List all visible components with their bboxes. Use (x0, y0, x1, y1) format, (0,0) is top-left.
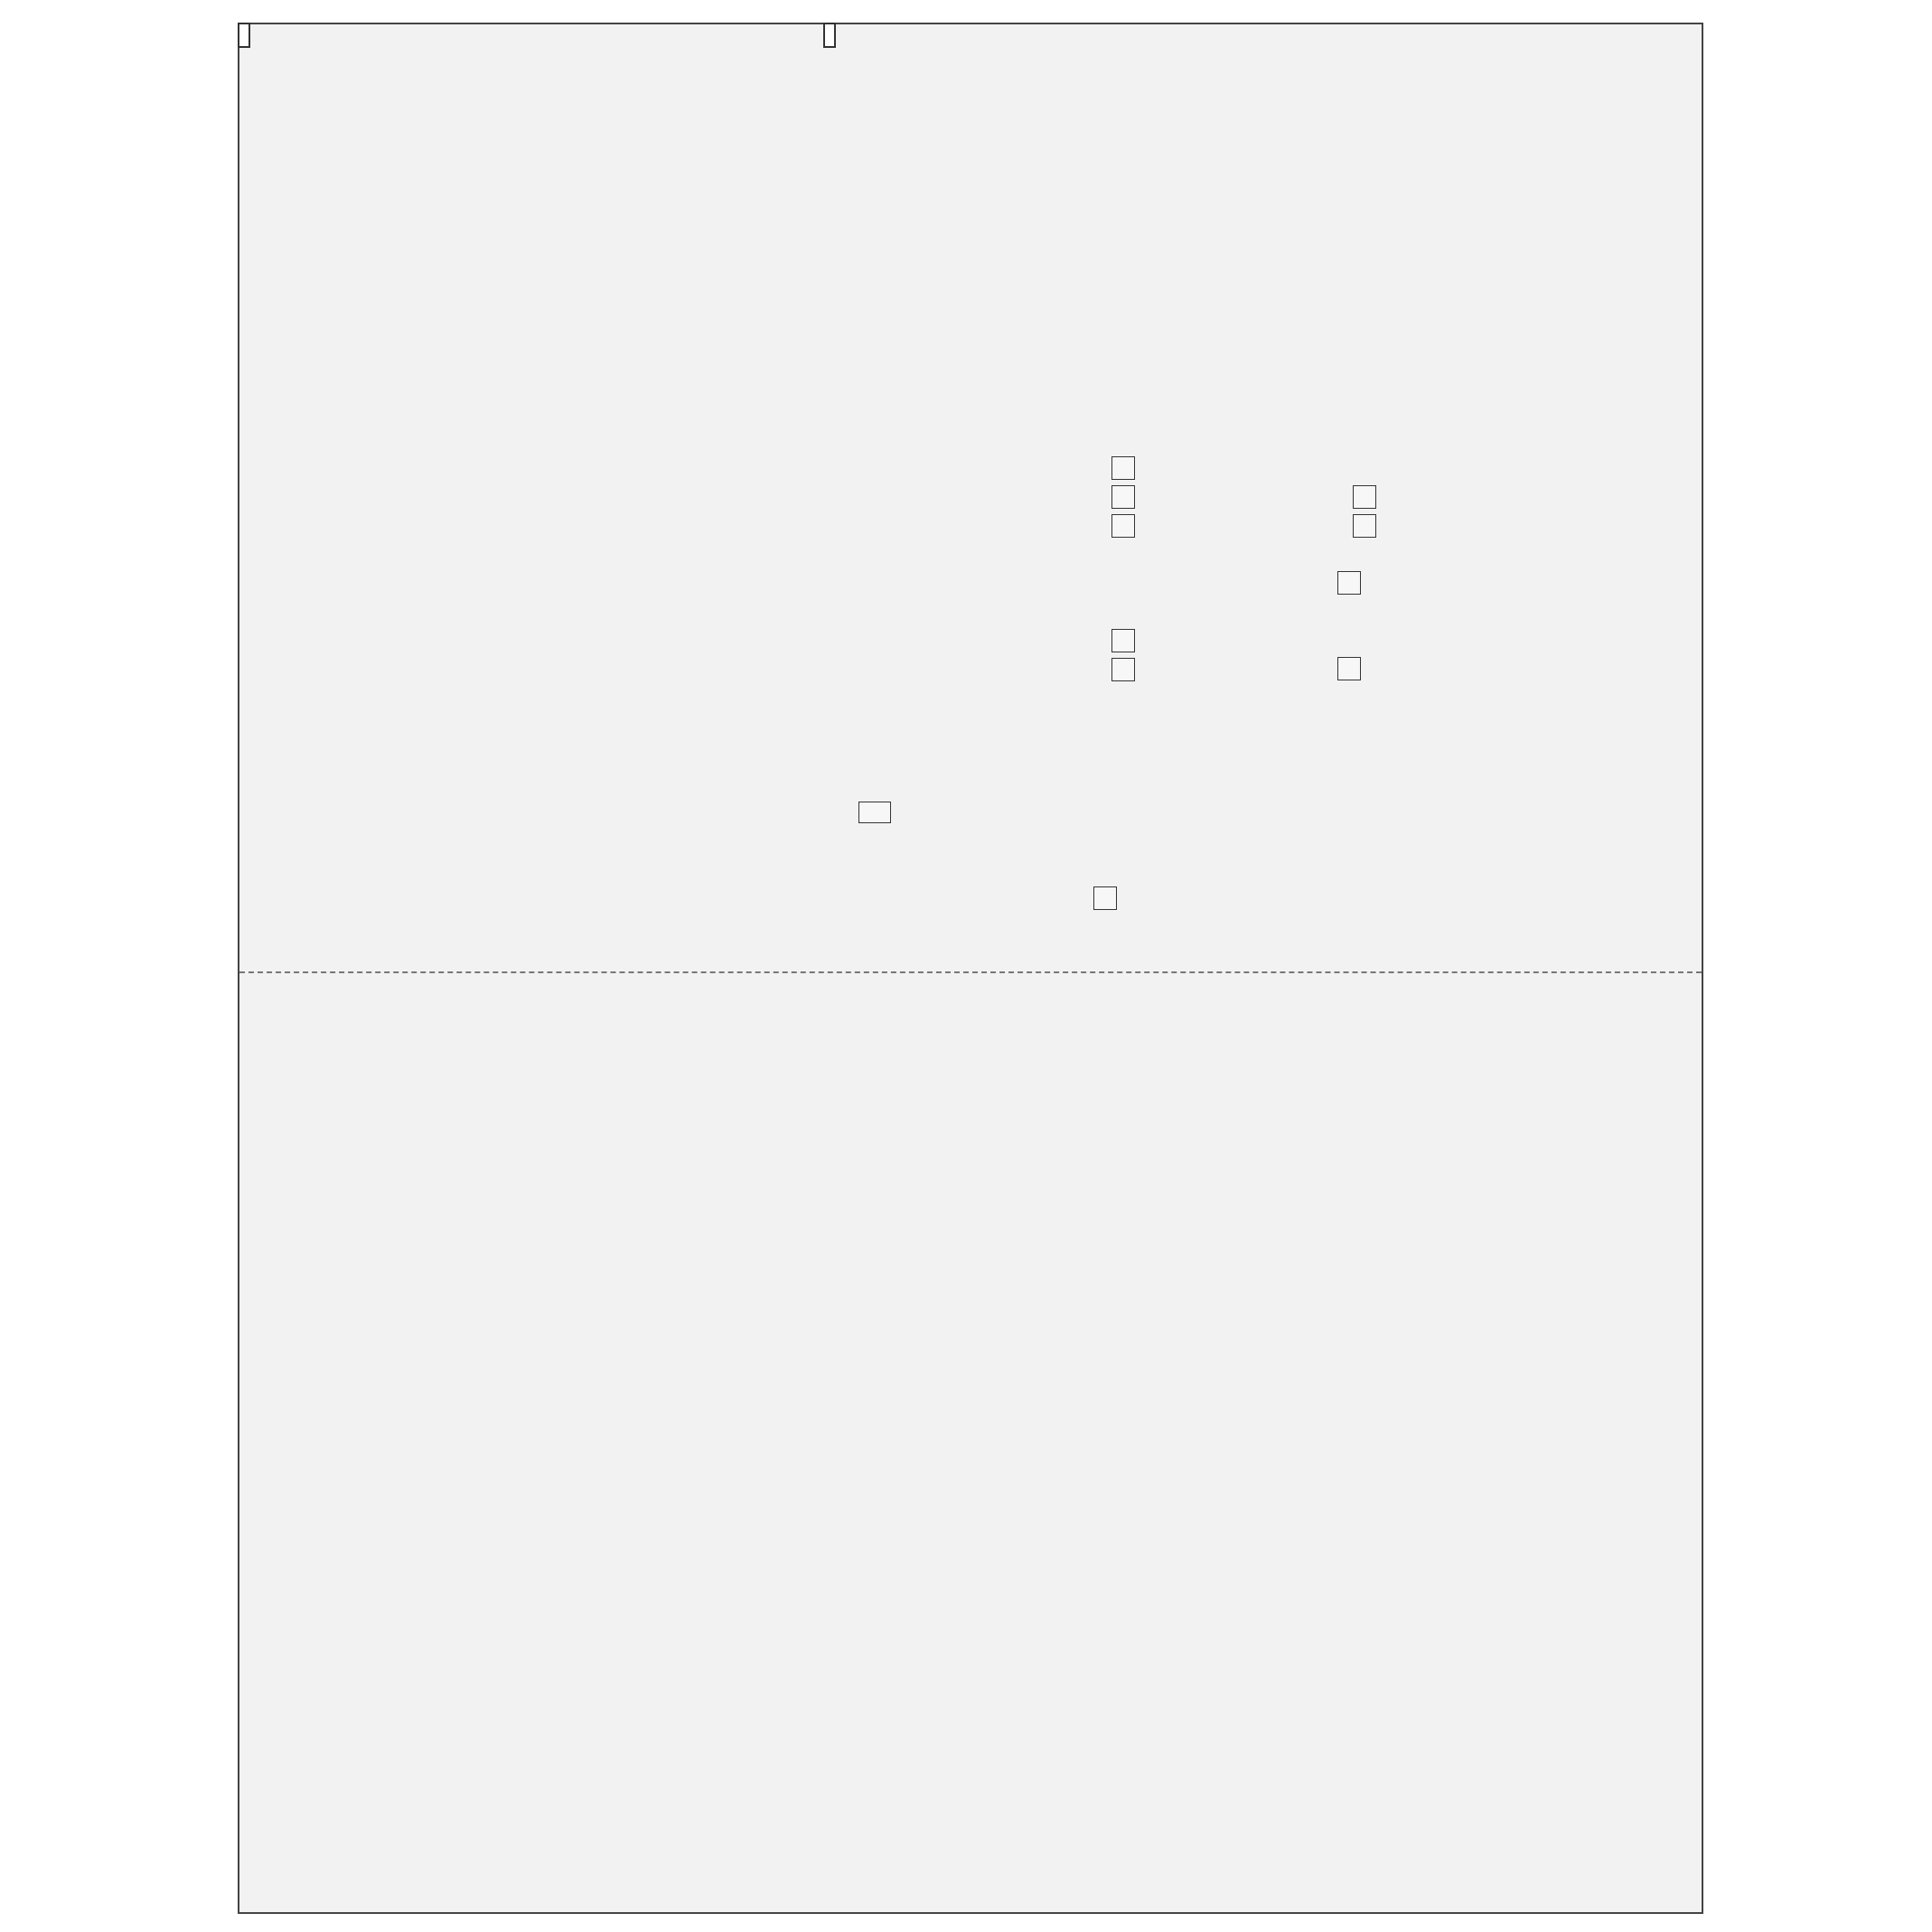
box-14-label (329, 832, 334, 852)
form-copy-top (0, 0, 1932, 904)
box-16-label (708, 832, 713, 852)
box-12-label (914, 861, 920, 881)
box-5-checkbox[interactable] (1337, 571, 1361, 595)
box-6-gross-checkbox[interactable] (1111, 629, 1135, 652)
box-3-collectibles-checkbox[interactable] (1353, 485, 1376, 509)
form-copy-bottom (0, 949, 1932, 1852)
box-3-qof-checkbox[interactable] (1353, 514, 1376, 538)
box-1a-label (925, 230, 931, 249)
box-1d-label (925, 344, 931, 364)
box-6-label (925, 603, 931, 623)
fatca-checkbox[interactable] (858, 802, 891, 823)
box-5-label (1166, 546, 1171, 566)
box-11-label (1156, 775, 1161, 795)
box-1f-label (925, 402, 931, 422)
box-9-label (1166, 689, 1171, 709)
box-2-long-term-checkbox[interactable] (1111, 485, 1135, 509)
box-4-label (925, 546, 931, 566)
box-2-label (925, 459, 931, 479)
box-10-label (914, 775, 920, 795)
box-2-short-term-checkbox[interactable] (1111, 456, 1135, 480)
box-1g-label (1166, 402, 1171, 422)
box-6-net-checkbox[interactable] (1111, 658, 1135, 681)
box-15-label (518, 832, 523, 852)
box-2-ordinary-checkbox[interactable] (1111, 514, 1135, 538)
box-7-label (1166, 603, 1171, 623)
box-1e-label (1166, 344, 1171, 364)
box-1c-label (1166, 286, 1171, 306)
box-7-checkbox[interactable] (1337, 657, 1361, 680)
box-3-label (1166, 459, 1171, 479)
box-13-label (1156, 861, 1161, 881)
box-1b-label (925, 286, 931, 306)
box-12-checkbox[interactable] (1093, 886, 1117, 910)
box-8-label (925, 689, 931, 709)
